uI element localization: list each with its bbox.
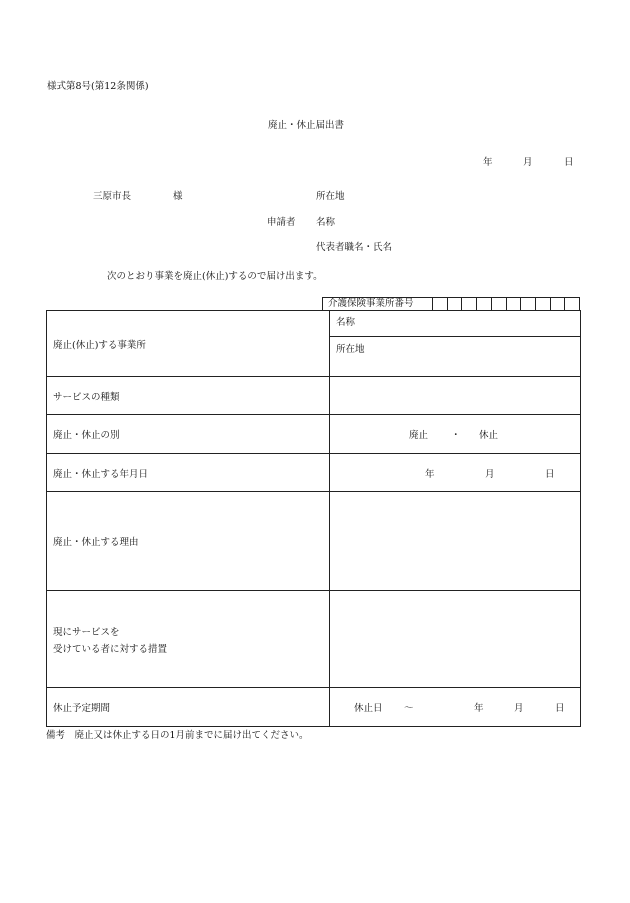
period-tilde: ～ <box>404 703 414 714</box>
facility-value-cell <box>330 311 581 377</box>
period-label: 休止予定期間 <box>47 688 330 727</box>
facility-address-field[interactable] <box>330 337 580 376</box>
period-row <box>47 688 581 727</box>
digit-cell[interactable] <box>536 298 551 310</box>
kind-field[interactable] <box>330 415 581 454</box>
form-table <box>46 310 581 727</box>
period-month: 月 <box>514 703 524 714</box>
reason-row <box>47 492 581 591</box>
kind-suspend-option[interactable]: 休止 <box>479 430 499 441</box>
address-label: 所在地 <box>316 191 345 202</box>
service-type-label: サービスの種類 <box>47 377 330 415</box>
applicant-label: 申請者 <box>267 217 296 228</box>
period-day: 日 <box>555 703 565 714</box>
name-label: 名称 <box>316 217 336 228</box>
date-row <box>47 454 581 492</box>
date-day-label: 日 <box>564 157 574 168</box>
kind-label: 廃止・休止の別 <box>47 415 330 454</box>
digit-cell[interactable] <box>492 298 507 310</box>
digit-cell[interactable] <box>448 298 463 310</box>
kind-row <box>47 415 581 454</box>
measures-label-line2: 受けている者に対する措置 <box>53 643 168 655</box>
form-number: 様式第8号(第12条関係) <box>47 81 149 92</box>
date-year-label: 年 <box>483 157 493 168</box>
digit-cell[interactable] <box>462 298 477 310</box>
service-type-field[interactable] <box>330 377 581 415</box>
measures-row <box>47 591 581 688</box>
document-title: 廃止・休止届出書 <box>268 120 345 131</box>
period-year: 年 <box>474 703 484 714</box>
representative-label: 代表者職名・氏名 <box>316 242 393 253</box>
care-insurance-number-label: 介護保険事業所番号 <box>323 298 433 310</box>
period-field[interactable] <box>330 688 581 727</box>
date-day: 日 <box>545 468 555 480</box>
digit-cell[interactable] <box>433 298 448 310</box>
digit-cell[interactable] <box>551 298 566 310</box>
date-month-label: 月 <box>523 157 533 168</box>
measures-label-line1: 現にサービスを <box>53 626 120 638</box>
date-field[interactable] <box>330 454 581 492</box>
digit-cell[interactable] <box>565 298 579 310</box>
kind-separator: ・ <box>451 430 461 441</box>
kind-abolish-option[interactable]: 廃止 <box>409 430 429 441</box>
honorific: 様 <box>173 191 183 202</box>
facility-label: 廃止(休止)する事業所 <box>47 311 330 377</box>
reason-label: 廃止・休止する理由 <box>47 492 330 591</box>
addressee: 三原市長 <box>93 191 132 202</box>
measures-label <box>47 591 330 688</box>
date-year: 年 <box>425 468 435 480</box>
digit-cell[interactable] <box>477 298 492 310</box>
note: 備考 廃止又は休止する日の1月前までに届け出てください。 <box>46 730 309 741</box>
facility-name-label: 名称 <box>336 317 356 328</box>
statement: 次のとおり事業を廃止(休止)するので届け出ます。 <box>107 271 323 282</box>
facility-row <box>47 311 581 377</box>
care-insurance-number-row <box>322 297 580 310</box>
reason-field[interactable] <box>330 492 581 591</box>
facility-name-field[interactable] <box>330 311 580 337</box>
digit-cell[interactable] <box>521 298 536 310</box>
period-start-label: 休止日 <box>354 703 383 714</box>
facility-address-label: 所在地 <box>336 344 365 355</box>
service-type-row <box>47 377 581 415</box>
date-month: 月 <box>485 468 495 480</box>
date-label: 廃止・休止する年月日 <box>47 454 330 492</box>
measures-field[interactable] <box>330 591 581 688</box>
digit-cell[interactable] <box>507 298 522 310</box>
